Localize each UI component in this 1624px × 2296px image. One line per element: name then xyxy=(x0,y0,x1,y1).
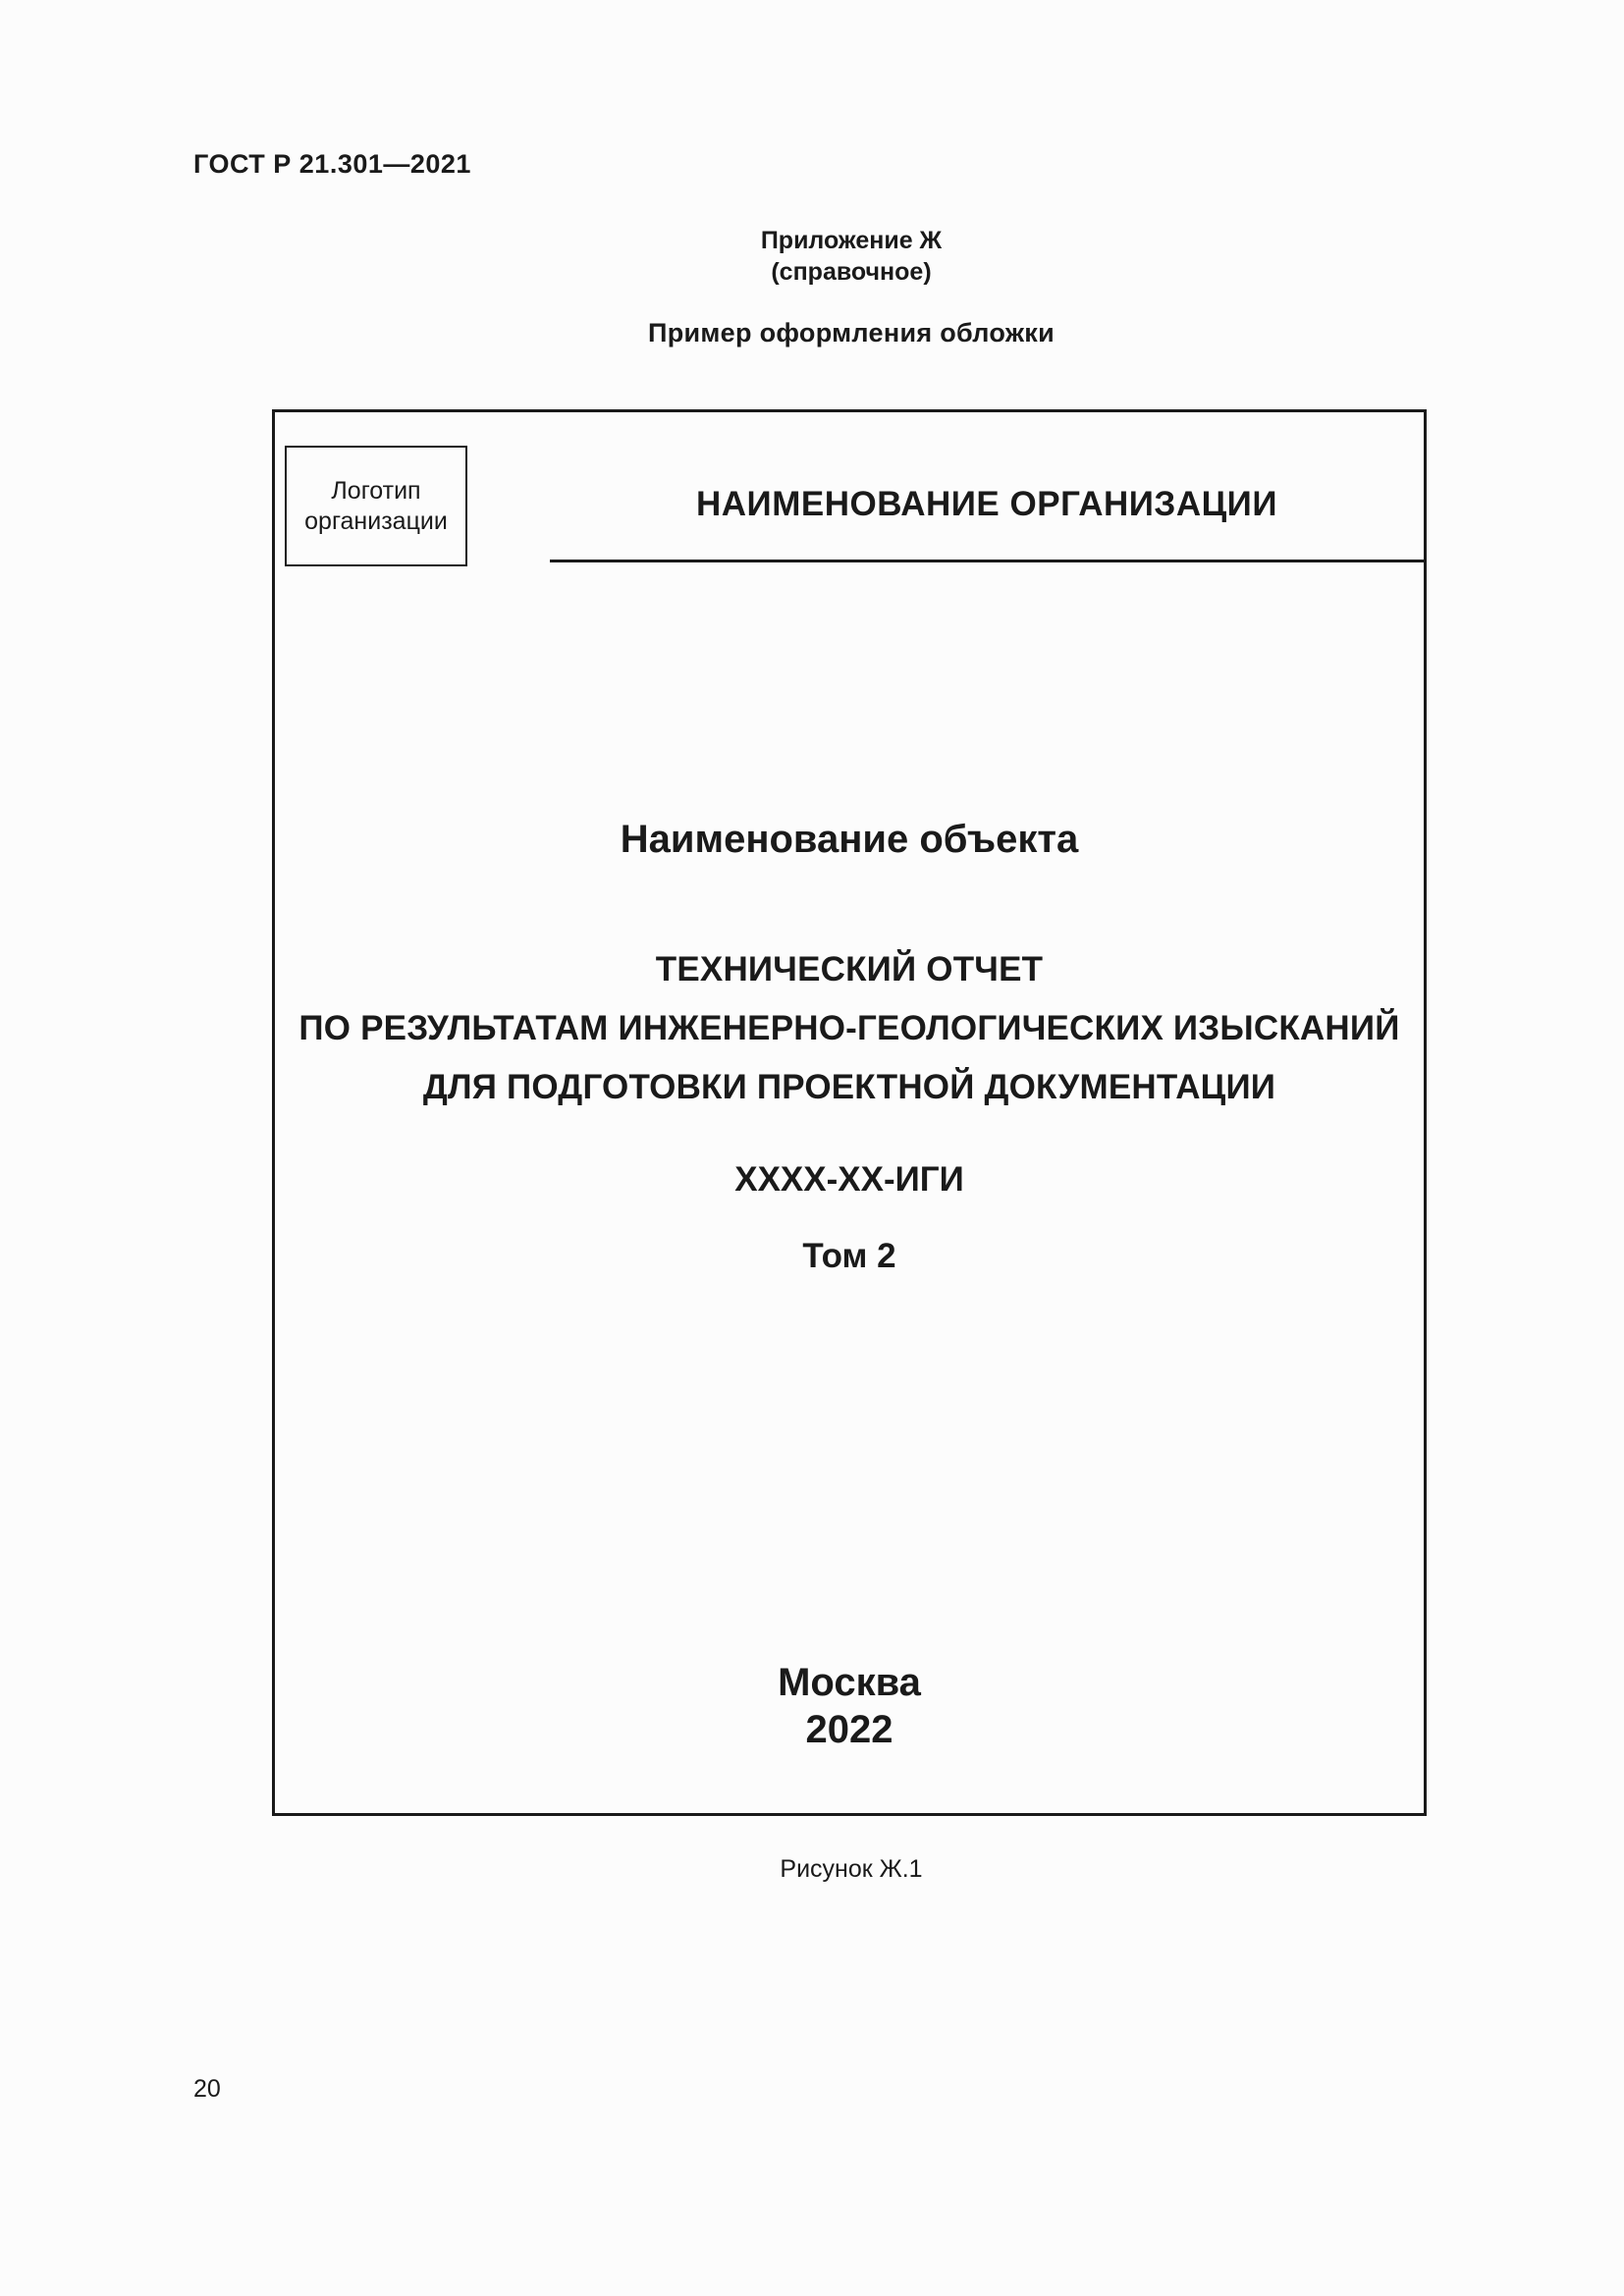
logo-text-line2: организации xyxy=(304,507,448,535)
document-code: ГОСТ Р 21.301—2021 xyxy=(193,149,471,179)
page-number: 20 xyxy=(193,2075,221,2103)
figure-caption: Рисунок Ж.1 xyxy=(780,1855,923,1883)
organization-underline xyxy=(550,560,1427,562)
volume-number: Том 2 xyxy=(802,1237,896,1275)
object-name: Наименование объекта xyxy=(620,818,1079,861)
report-title-line: ПО РЕЗУЛЬТАТАМ ИНЖЕНЕРНО-ГЕОЛОГИЧЕСКИХ ИЗЫСКАНИЙ xyxy=(298,1009,1400,1047)
report-title xyxy=(275,940,1424,1117)
appendix-title: Приложение Ж xyxy=(760,227,943,254)
city: Москва xyxy=(778,1661,921,1704)
appendix-status: (справочное) xyxy=(771,258,932,286)
year: 2022 xyxy=(805,1708,893,1751)
document-number: ХХХХ-ХХ-ИГИ xyxy=(734,1160,964,1199)
report-title-line: ДЛЯ ПОДГОТОВКИ ПРОЕКТНОЙ ДОКУМЕНТАЦИИ xyxy=(422,1068,1276,1106)
organization-name: НАИМЕНОВАНИЕ ОРГАНИЗАЦИИ xyxy=(695,485,1277,523)
logo-text-line1: Логотип xyxy=(331,476,421,505)
appendix-caption: Пример оформления обложки xyxy=(647,318,1055,347)
organization-logo-placeholder xyxy=(285,446,467,566)
report-title-line: ТЕХНИЧЕСКИЙ ОТЧЕТ xyxy=(655,950,1044,988)
